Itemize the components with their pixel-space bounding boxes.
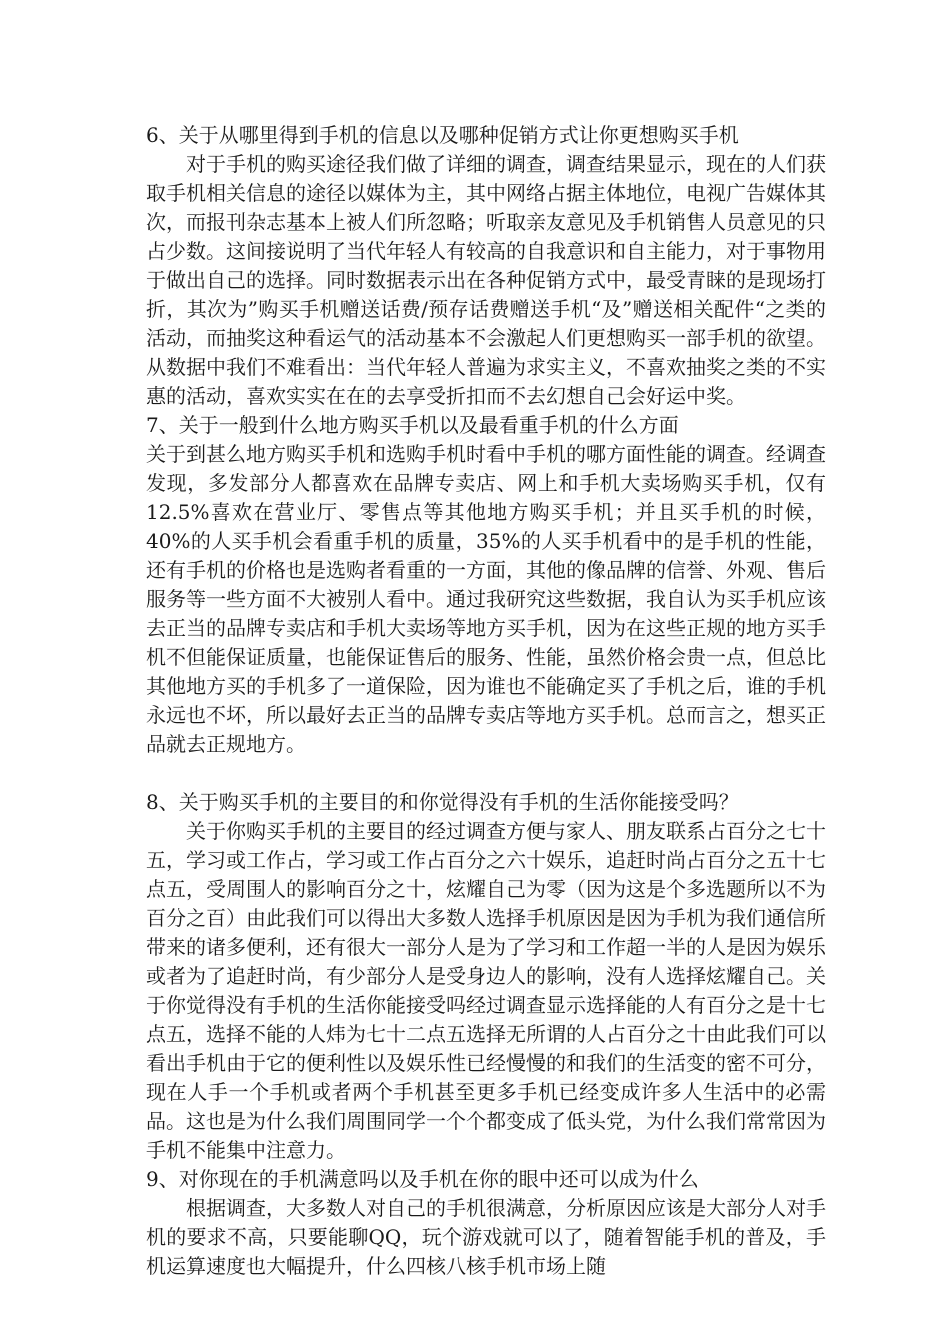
section-body-6: 对于手机的购买途径我们做了详细的调查，调查结果显示，现在的人们获取手机相关信息的途径以媒体为主，其中网络占据主体地位，电视广告媒体其次，而报刊杂志基本上被人们所忽略；听取亲友意见及手机销售人员意见的只占少数。这间接说明了当代年轻人有较高的自我意识和自主能力，对于事物用于做出自己的选择。同时数据表示出在各种促销方式中，最受青睐的是现场打折，其次为”购买手机赠送话费/预存话费赠送手机“及”赠送相关配件“之类的活动，而抽奖这种看运气的活动基本不会激起人们更想购买一部手机的欲望。从数据中我们不难看出：当代年轻人普遍为求实主义，不喜欢抽奖之类的不实惠的活动，喜欢实实在在的去享受折扣而不去幻想自己会好运中奖。 [146, 152, 826, 408]
section-heading-7: 7、关于一般到什么地方购买手机以及最看重手机的什么方面 [146, 413, 679, 437]
section-heading-6: 6、关于从哪里得到手机的信息以及哪种促销方式让你更想购买手机 [146, 123, 739, 147]
section-body-8: 关于你购买手机的主要目的经过调查方便与家人、朋友联系占百分之七十五，学习或工作占，学习或工作占百分之六十娱乐，追赶时尚占百分之五十七点五，受周围人的影响百分之十，炫耀自己为零（因为这是个多选题所以不为百分之百）由此我们可以得出大多数人选择手机原因是因为手机为我们通信所带来的诸多便利，还有很大一部分人是为了学习和工作超一半的人是因为娱乐或者为了追赶时尚，有少部分人是受身边人的影响，没有人选择炫耀自己。关于你觉得没有手机的生活你能接受吗经过调查显示选择能的人有百分之是十七点五，选择不能的人炜为七十二点五选择无所谓的人占百分之十由此我们可以看出手机由于它的便利性以及娱乐性已经慢慢的和我们的生活变的密不可分，现在人手一个手机或者两个手机甚至更多手机已经变成许多人生活中的必需品。这也是为什么我们周围同学一个个都变成了低头党，为什么我们常常因为手机不能集中注意力。 [146, 819, 826, 1162]
paragraph-spacer [146, 759, 826, 788]
section-heading-8: 8、关于购买手机的主要目的和你觉得没有手机的生活你能接受吗？ [146, 790, 739, 814]
section-body-9: 根据调查，大多数人对自己的手机很满意，分析原因应该是大部分人对手机的要求不高，只要能聊QQ，玩个游戏就可以了，随着智能手机的普及，手机运算速度也大幅提升，什么四核八核手机市场上随 [146, 1196, 826, 1278]
section-heading-9: 9、对你现在的手机满意吗以及手机在你的眼中还可以成为什么 [146, 1167, 699, 1191]
document-body [146, 121, 826, 1281]
section-body-7: 关于到甚么地方购买手机和选购手机时看中手机的哪方面性能的调查。经调查发现，多发部分人都喜欢在品牌专卖店、网上和手机大卖场购买手机，仅有12.5%喜欢在营业厅、零售点等其他地方购买手机；并且买手机的时候，40%的人买手机会看重手机的质量，35%的人买手机看中的是手机的性能，还有手机的价格也是选购者看重的一方面，其他的像品牌的信誉、外观、售后服务等一些方面不大被别人看中。通过我研究这些数据，我自认为买手机应该去正当的品牌专卖店和手机大卖场等地方买手机，因为在这些正规的地方买手机不但能保证质量，也能保证售后的服务、性能，虽然价格会贵一点，但总比其他地方买的手机多了一道保险，因为谁也不能确定买了手机之后，谁的手机永远也不坏，所以最好去正当的品牌专卖店等地方买手机。总而言之，想买正品就去正规地方。 [146, 442, 826, 756]
